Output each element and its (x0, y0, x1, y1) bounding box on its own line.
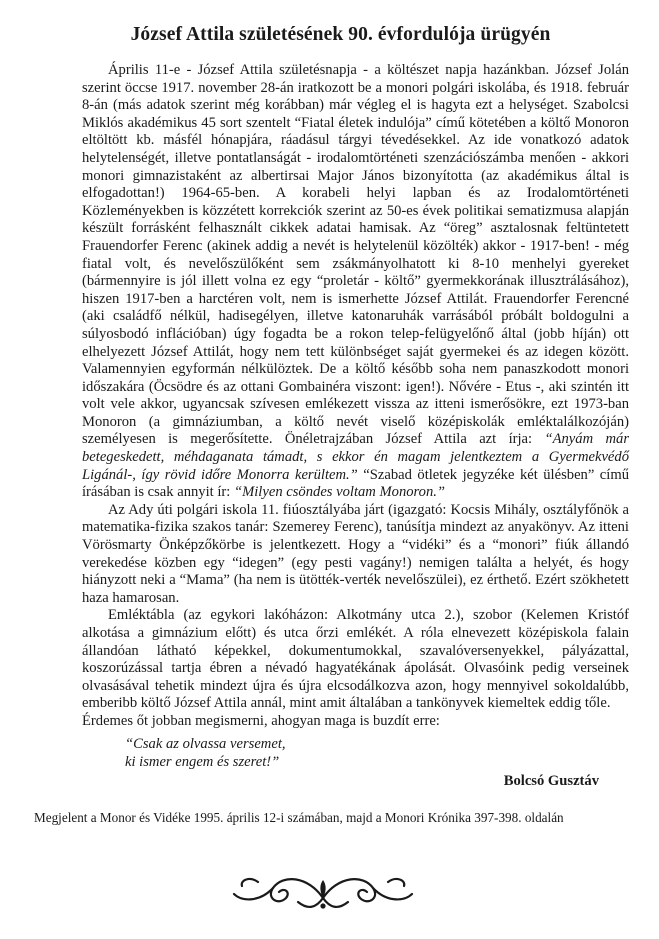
quote-monor: “Milyen csöndes voltam Monoron.” (233, 484, 446, 501)
paragraph-2: Az Ady úti polgári iskola 11. fiúosztályába járt (igazgató: Kocsis Mihály, osztályfőnök a matematika-fizika szakos tanár: Szemerey Ferenc), tanúsítja mindezt az anyakönyv. Az itteni Vörösmarty Önképzőkörbe is jelentkezett. Hogy a “vidéki” és a “monori” fiúk állandó verekedése közben egy “idegen” (egy pesti vagány!) nemigen találta a helyét, és hogy hiányzott neki a “Mama” (ha nem is ütötték-verték nevelőszülei), ez érthető. Ezért szökhetett haza hamarosan. (82, 501, 629, 606)
poem-line-1: “Csak az olvassa versemet, (125, 735, 286, 752)
article-title: József Attila születésének 90. évfordulója ürügyén (130, 24, 551, 45)
paragraph-1 (82, 62, 629, 502)
paragraph-1-mid: “Szabad ötletek jegyzéke két ülésben” című írásában is csak annyit ír: (82, 466, 629, 501)
poem-line-2: ki ismer engem és szeret!” (125, 753, 280, 770)
article-body (82, 62, 629, 731)
poem-quote (125, 735, 629, 771)
paragraph-1-text: Április 11-e - József Attila születésnapja - a költészet napja hazánkban. József Jolán szerint öccse 1917. november 28-án iratkozott be a monori polgári iskolába, és 1918. február 8-án (más adatok szerint még korábban) már végleg el is hagyta ezt a helységet. Szabolcsi Miklós akadémikus 45 sort szentelt “Fiatal életek indulója” című kötetében a költő Monoron eltöltött kb. másfél hónapjára, ráadásul tárgyi tévedésekkel. Az ide vonatkozó adatok helytelenségét, illetve pontatlanságát - irodalomtörténeti szenzációszámba menően - akkori monori gimnazistaként az albertirsai Major János bizonyította (az akadémikus által is elfogadottan!) 1964-65-ben. A korabeli helyi lapban és az Irodalomtörténeti Közleményekben is közzétett korrekciók szerint az 50-es évek politikai sematizmusa alapján készült forrásként felhasznált cikkek adatai hamisak. Az “öreg” asztalosnak feltüntetett Frauendorfer Ferenc (akinek addig a nevét is helytelenül közölték) akkor - 1917-ben! - még fiatal volt, és nevelőszülőként sem zsákmányolhatott ki 8-10 menhelyi gyereket (bármennyire is jól illett volna ez egy “proletár - költő” gyermekkorának illusztrálásához), hiszen 1917-ben a harctéren volt, nem is ismerhette József Attilát. Frauendorfer Ferencné (aki családfő nélkül, hadisegélyen, illetve katonaruhák varrásából próbált boldogulni a súlyosbodó inflációban) úgy fogadta be a rokon telep-felügyelőnő által (jobb híján) ott elhelyezett József Attilát, hogy nem tett különbséget saját gyermekei és az idegen között. Valamennyien egyformán nélkülöztek. De a költő később soha nem panaszkodott monori időszakára (Öcsödre és az ottani Gombainéra viszont: igen!). Nővére - Etus -, aki szintén itt volt vele akkor, ugyancsak szívesen emlékezett vissza az itteni ismerősökre, ezt 1973-ban Monoron (a gimnáziumban, a költő nevét viselő középiskolák emléktalálkozóján) személyesen is megerősítette. Önéletrajzában József Attila azt írja: (82, 62, 629, 448)
paragraph-3: Emléktábla (az egykori lakóházon: Alkotmány utca 2.), szobor (Kelemen Kristóf alkotása a gimnázium előtt) és utca őrzi emlékét. A róla elnevezett középiskola falain állandóan látható képekkel, dokumentumokkal, szavalóversenyekkel, pályázattal, koszorúzással tartja ébren a névadó hagyatékának ápolását. Olvasóink pedig verseinek olvasásával tehetik mindezt újra és újra elcsodálkozva azon, hogy mennyivel sokoldalúbb, emberibb költő József Attila annál, mint amit általában a tankönyvek kiemeltek eddig tőle. (82, 607, 629, 712)
author-signature: Bolcsó Gusztáv (503, 772, 599, 789)
swirl-ornament-icon (228, 868, 418, 914)
paragraph-4: Érdemes őt jobban megismerni, ahogyan maga is buzdít erre: (82, 712, 440, 729)
quote-autobiography: “Anyám már betegeskedett, méhdaganata támadt, s ekkor én magam jelentkeztem a Gyermekvédő Ligánál-, így rövid időre Monorra kerültem.” (82, 431, 629, 483)
publication-note: Megjelent a Monor és Vidéke 1995. április 12-i számában, majd a Monori Krónika 397-398. oldalán (34, 809, 564, 825)
